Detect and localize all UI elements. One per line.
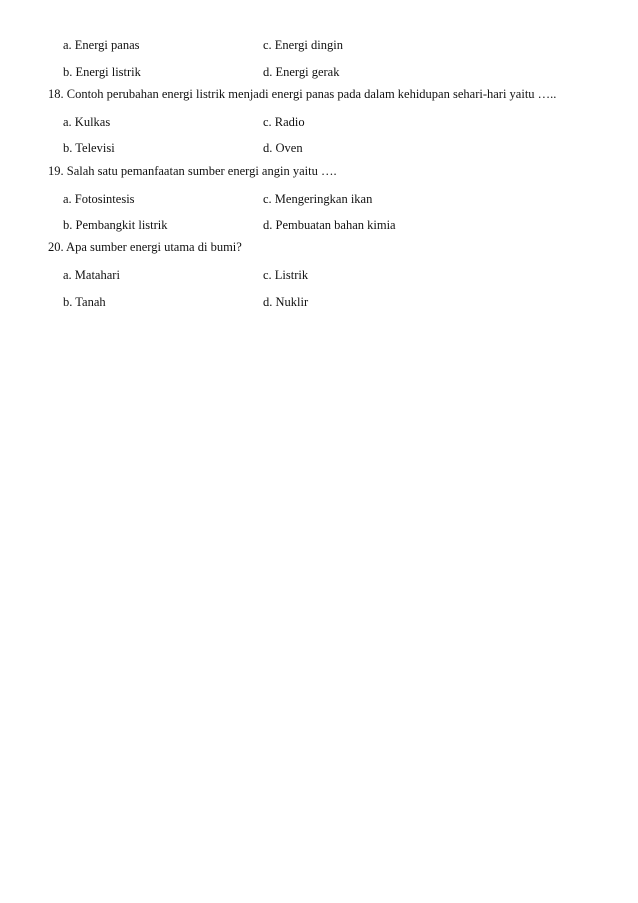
option-a-prev: a. Energi panas <box>63 38 140 52</box>
question-18-text: 18. Contoh perubahan energi listrik menjadi energi panas pada dalam kehidupan sehari-hari yaitu ….. <box>48 87 557 101</box>
question-19-option-d: d. Pembuatan bahan kimia <box>263 218 396 232</box>
question-19-text: 19. Salah satu pemanfaatan sumber energi angin yaitu …. <box>48 164 337 178</box>
option-d-prev: d. Energi gerak <box>263 65 340 79</box>
question-20-option-c: c. Listrik <box>263 268 309 282</box>
question-19-option-a: a. Fotosintesis <box>63 192 135 206</box>
question-18-option-d: d. Oven <box>263 141 303 155</box>
question-20-option-b: b. Tanah <box>63 295 106 309</box>
question-19-option-b: b. Pembangkit listrik <box>63 218 168 232</box>
question-18-option-c: c. Radio <box>263 115 305 129</box>
question-18-option-a: a. Kulkas <box>63 115 111 129</box>
option-c-prev: c. Energi dingin <box>263 38 343 52</box>
question-20-text: 20. Apa sumber energi utama di bumi? <box>48 240 242 254</box>
question-18-option-b: b. Televisi <box>63 141 115 155</box>
option-b-prev: b. Energi listrik <box>63 65 141 79</box>
question-20-option-a: a. Matahari <box>63 268 120 282</box>
question-19-option-c: c. Mengeringkan ikan <box>263 192 373 206</box>
question-20-option-d: d. Nuklir <box>263 295 309 309</box>
